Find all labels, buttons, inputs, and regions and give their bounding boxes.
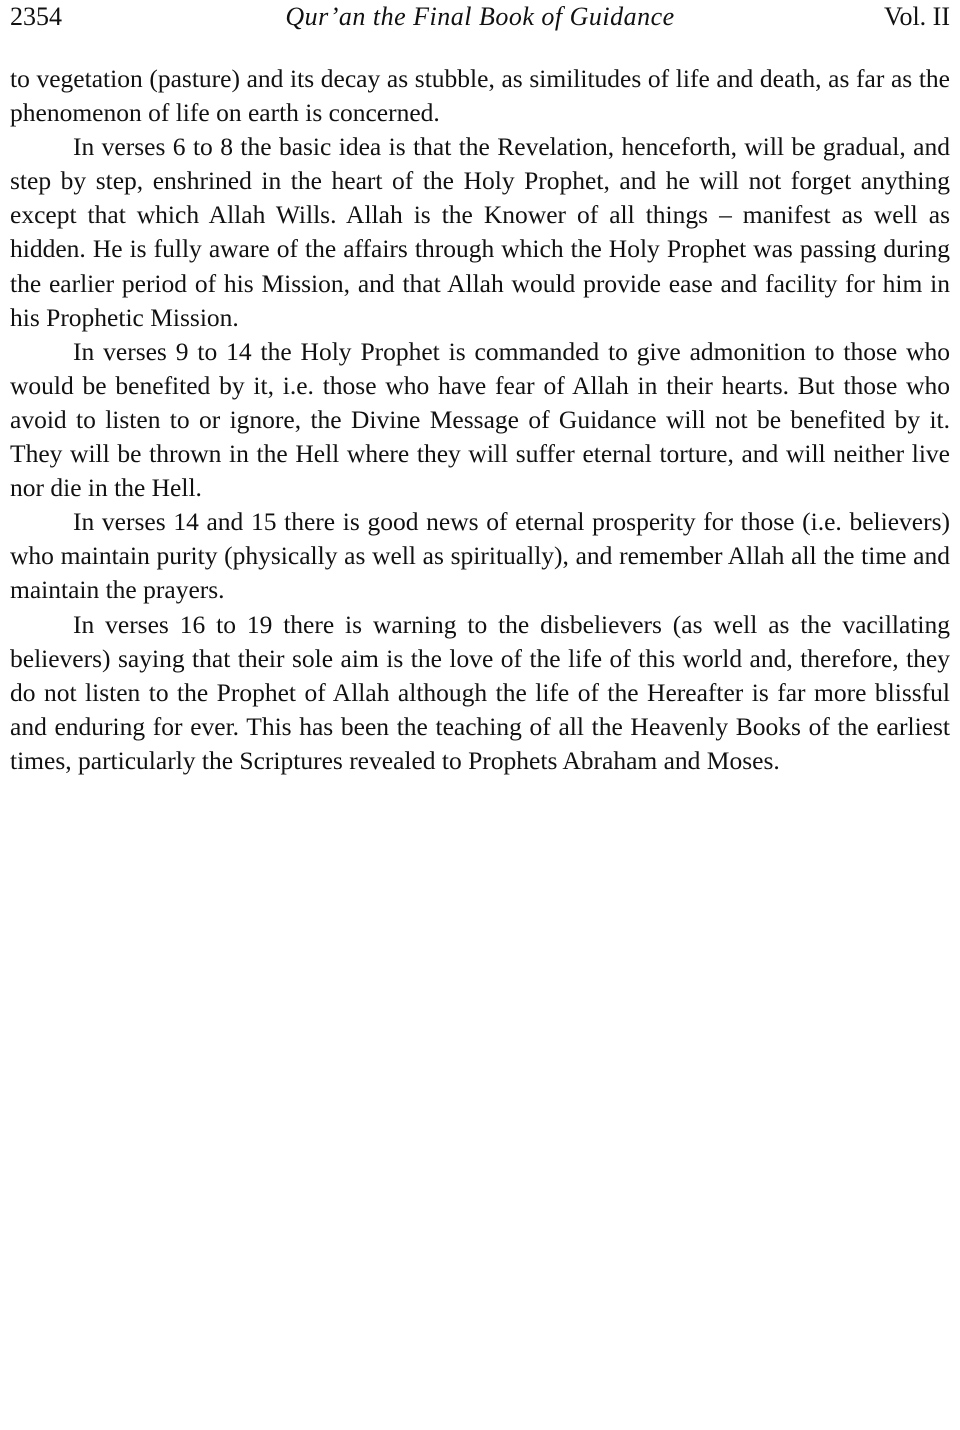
volume-label: Vol. II — [884, 2, 950, 31]
running-header — [10, 0, 950, 36]
book-title: Qur’an the Final Book of Guidance — [285, 2, 675, 31]
paragraph-verses-6-8: In verses 6 to 8 the basic idea is that the Revelation, henceforth, will be gradual, and step by step, enshrined in the heart of the Holy Prophet, and he will not forget anything except that which Allah Wills. Allah is the Knower of all things – manifest as well as hidden. He is fully aware of the affairs through which the Holy Prophet was passing during the earlier period of his Mission, and that Allah would provide ease and facility for him in his Prophetic Mission. — [10, 132, 950, 332]
page-number: 2354 — [10, 2, 62, 31]
body-text — [10, 62, 950, 778]
paragraph-verses-9-14: In verses 9 to 14 the Holy Prophet is commanded to give admonition to those who would be benefited by it, i.e. those who have fear of Allah in their hearts. But those who avoid to listen to or ignore, the Divine Message of Guidance will not be benefited by it. They will be thrown in the Hell where they will suffer eternal torture, and will neither live nor die in the Hell. — [10, 336, 950, 503]
book-page — [10, 0, 950, 778]
paragraph-verses-14-15: In verses 14 and 15 there is good news of eternal prosperity for those (i.e. believers) who maintain purity (physically as well as spiritually), and remember Allah all the time and maintain the prayers. — [10, 507, 950, 605]
paragraph-verses-16-19: In verses 16 to 19 there is warning to the disbelievers (as well as the vacillating believers) saying that their sole aim is the love of the life of this world and, therefore, they do not listen to the Prophet of Allah although the life of the Hereafter is far more blissful and enduring for ever. This has been the teaching of all the Heavenly Books of the earliest times, particularly the Scriptures revealed to Prophets Abraham and Moses. — [10, 609, 950, 775]
paragraph-continuation: to vegetation (pasture) and its decay as stubble, as similitudes of life and death, as far as the phenomenon of life on earth is concerned. — [10, 64, 950, 128]
